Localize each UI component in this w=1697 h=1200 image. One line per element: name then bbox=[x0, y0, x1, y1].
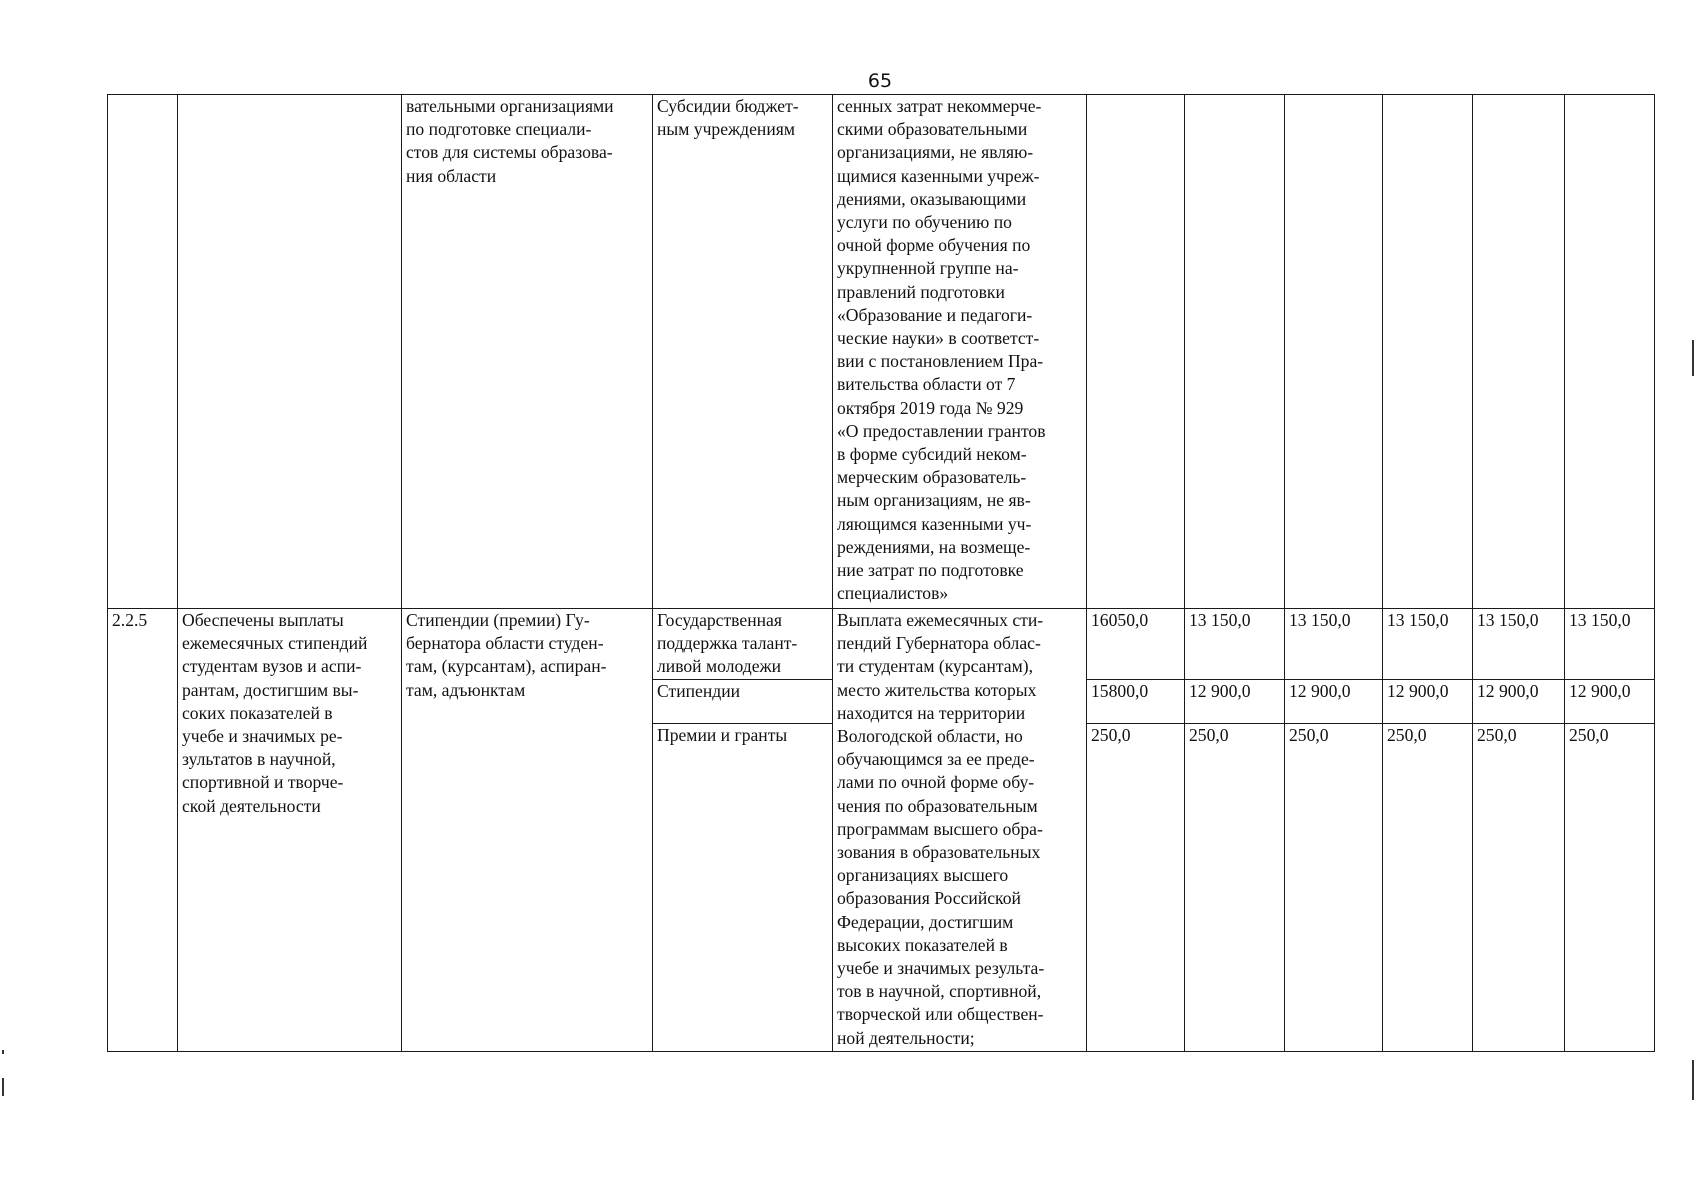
cell-value: 13 150,0 bbox=[1473, 609, 1565, 680]
cell-value bbox=[1285, 95, 1383, 609]
cell-result bbox=[178, 95, 402, 609]
cell-description: Выплата ежемесячных сти- пендий Губернатора облас- ти студентам (курсантам), место жительства которых находится на территории Вологодской области, но обучающимся за ее преде- лами по очной форме обу- чения по образовательным программам высшего обра- зования в образовательных организациях высшего образования Российской Федерации, достигшим высоких показателей в учебе и значимых результа- тов в научной, спортивной, творческой или обществен- ной деятельности; bbox=[833, 609, 1087, 1052]
cell-value: 12 900,0 bbox=[1473, 679, 1565, 723]
cell-value: 12 900,0 bbox=[1383, 679, 1473, 723]
cell-number bbox=[108, 95, 178, 609]
cell-value bbox=[1383, 95, 1473, 609]
scan-artifact bbox=[1692, 1060, 1694, 1100]
cell-value: 250,0 bbox=[1473, 723, 1565, 1051]
cell-value: 13 150,0 bbox=[1383, 609, 1473, 680]
page-number: 65 bbox=[867, 70, 893, 92]
cell-value bbox=[1087, 95, 1185, 609]
cell-value: 250,0 bbox=[1565, 723, 1655, 1051]
scan-artifact bbox=[2, 1050, 4, 1054]
cell-result: Обеспечены выплаты ежемесячных стипендий студентам вузов и аспи- рантам, достигшим вы- соких показателей в учебе и значимых ре- зультатов в научной, спортивной и творче- ской деятельности bbox=[178, 609, 402, 1052]
cell-value bbox=[1185, 95, 1285, 609]
cell-expense-type: Субсидии бюджет- ным учреждениям bbox=[653, 95, 833, 609]
measures-table bbox=[107, 94, 1655, 1052]
cell-value: 13 150,0 bbox=[1285, 609, 1383, 680]
cell-value: 250,0 bbox=[1185, 723, 1285, 1051]
cell-number: 2.2.5 bbox=[108, 609, 178, 1052]
table-row-continuation bbox=[108, 95, 1655, 609]
cell-expense-type: Государственная поддержка талант- ливой молодежи bbox=[653, 609, 833, 680]
cell-description: сенных затрат некоммерче- скими образовательными организациями, не являю- щимися казенными учреж- дениями, оказывающими услуги по обучению по очной форме обучения по укрупненной группе на- правлений подготовки «Образование и педагоги- ческие науки» в соответст- вии с постановлением Пра- вительства области от 7 октября 2019 года № 929 «О предоставлении грантов в форме субсидий неком- мерческим образователь- ным организациям, не яв- ляющимся казенными уч- реждениями, на возмеще- ние затрат по подготовке специалистов» bbox=[833, 95, 1087, 609]
table-row-2-2-5 bbox=[108, 609, 1655, 680]
cell-value bbox=[1565, 95, 1655, 609]
cell-value: 12 900,0 bbox=[1185, 679, 1285, 723]
cell-value: 12 900,0 bbox=[1565, 679, 1655, 723]
cell-value: 15800,0 bbox=[1087, 679, 1185, 723]
scan-artifact bbox=[2, 1078, 4, 1096]
cell-value: 13 150,0 bbox=[1185, 609, 1285, 680]
cell-value bbox=[1473, 95, 1565, 609]
cell-value: 12 900,0 bbox=[1285, 679, 1383, 723]
cell-expense-type: Стипендии bbox=[653, 679, 833, 723]
cell-value: 16050,0 bbox=[1087, 609, 1185, 680]
cell-value: 250,0 bbox=[1087, 723, 1185, 1051]
cell-value: 13 150,0 bbox=[1565, 609, 1655, 680]
cell-measure: вательными организациями по подготовке специали- стов для системы образова- ния области bbox=[402, 95, 653, 609]
scan-artifact bbox=[1692, 340, 1694, 376]
cell-measure: Стипендии (премии) Гу- бернатора области студен- там, (курсантам), аспиран- там, адъюнктам bbox=[402, 609, 653, 1052]
cell-value: 250,0 bbox=[1383, 723, 1473, 1051]
cell-value: 250,0 bbox=[1285, 723, 1383, 1051]
cell-expense-type: Премии и гранты bbox=[653, 723, 833, 1051]
